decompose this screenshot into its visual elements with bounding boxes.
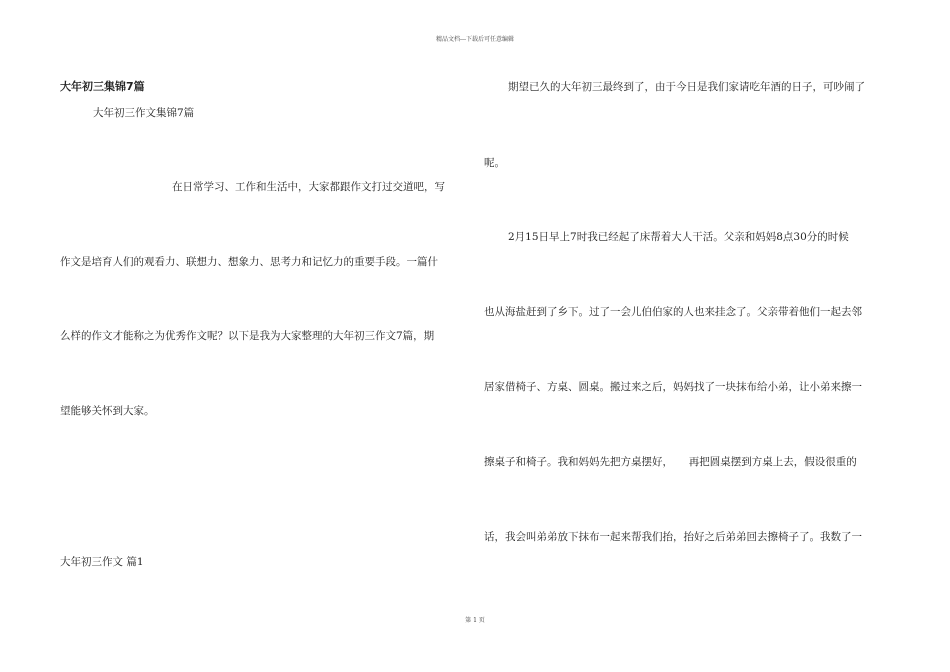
paragraph-line: 2月15日早上7时我已经起了床帮着大人干活。父亲和妈妈8点30分的时候 [508,231,849,243]
paragraph-line: 擦桌子和椅子。我和妈妈先把方桌摆好， 再把圆桌摆到方桌上去，假设很重的 [484,456,857,468]
document-title: 大年初三集锦7篇 [60,80,145,93]
page-footer: 第 1 页 [465,617,485,624]
document-subtitle: 大年初三作文集锦7篇 [93,107,195,119]
page-header: 精品文档---下载后可任意编辑 [435,36,515,43]
section-heading: 大年初三作文 篇1 [60,556,144,568]
paragraph-line: 么样的作文才能称之为优秀作文呢？以下是我为大家整理的大年初三作文7篇，期 [60,330,435,342]
paragraph-line: 期望已久的大年初三最终到了，由于今日是我们家请吃年酒的日子，可吵闹了 [508,81,865,93]
paragraph-line: 也从海盐赶到了乡下。过了一会儿伯伯家的人也来挂念了。父亲带着他们一起去邻 [484,306,862,318]
paragraph-line: 作文是培育人们的观看力、联想力、想象力、思考力和记忆力的重要手段。一篇什 [60,256,438,268]
paragraph-line: 呢。 [484,157,505,169]
paragraph-line: 在日常学习、工作和生活中，大家都跟作文打过交道吧，写 [172,181,445,193]
paragraph-line: 居家借椅子、方桌、圆桌。搬过来之后，妈妈找了一块抹布给小弟，让小弟来擦一 [484,381,862,393]
paragraph-line: 话，我会叫弟弟放下抹布一起来帮我们抬，抬好之后弟弟回去擦椅子了。我数了一 [484,531,862,543]
paragraph-line: 望能够关怀到大家。 [60,405,155,417]
